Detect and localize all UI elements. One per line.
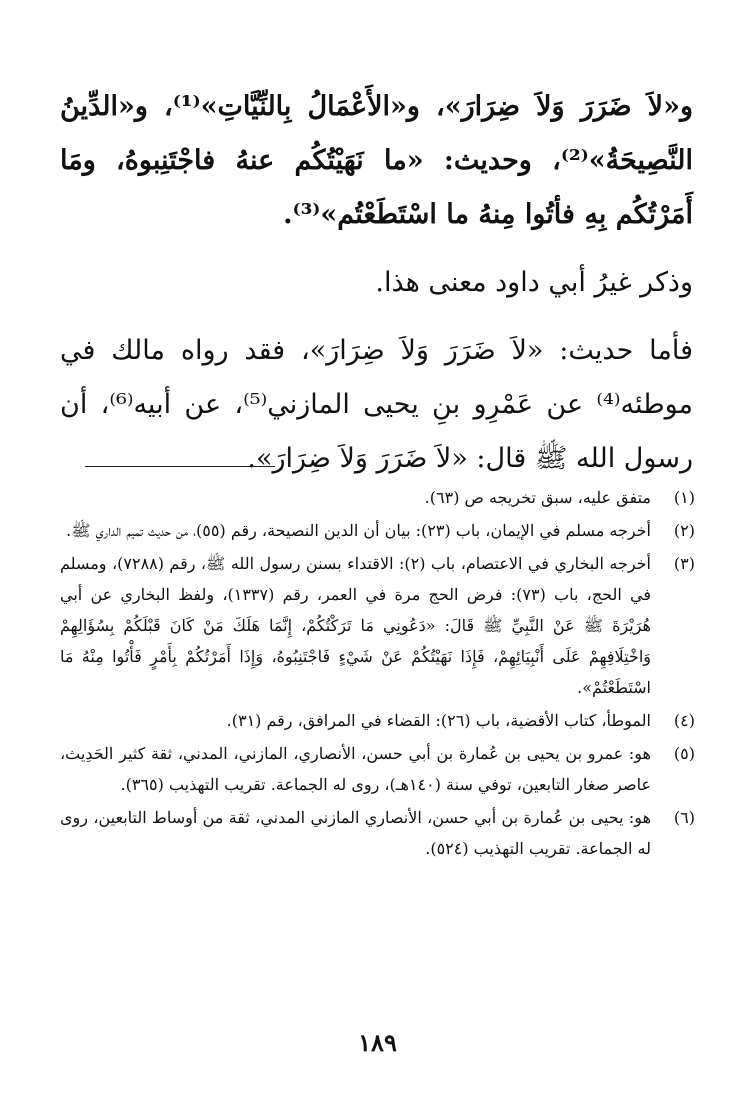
footnote <box>60 738 695 800</box>
footnote-text: أخرجه البخاري في الاعتصام، باب (٢): الاقتداء بسنن رسول الله ﷺ، رقم (٧٢٨٨)، ومسلم في الحج، باب (٧٣): فرض الحج مرة في العمر، رقم (١٣٣٧)، ولفظ البخاري عن أبي هُرَيْرَةَ ﷺ عَنْ النَّبِيِّ ﷺ قَالَ: «دَعُونِي مَا تَرَكْتُكُمْ، إِنَّمَا هَلَكَ مَنْ كَانَ قَبْلَكُمْ بِسُؤَالِهِمْ وَاخْتِلَافِهِمْ عَلَى أَنْبِيَائِهِمْ، فَإِذَا نَهَيْتُكُمْ عَنْ شَيْءٍ فَاجْتَنِبُوهُ، وَإِذَا أَمَرْتُكُمْ بِأَمْرٍ فَأْتُوا مِنْهُ مَا اسْتَطَعْتُمْ». <box>60 554 652 697</box>
paragraph-hadith-list: و«لاَ ضَرَرَ وَلاَ ضِرَارَ»، و«الأَعْمَالُ بِالنِّيَّاتِ»⁽¹⁾، و«الدِّينُ النَّصِيحَةُ»⁽²⁾، وحديث: «ما نَهَيْتُكُم عنهُ فاجْتَنِبوهُ، ومَا أَمَرْتُكُم بِهِ فأتُوا مِنهُ ما اسْتَطَعْتُم»⁽³⁾. <box>60 91 693 230</box>
paragraph-la-darar-hadith: فأما حديث: «لاَ ضَرَرَ وَلاَ ضِرَارَ»، فقد رواه مالك في موطئه⁽⁴⁾ عن عَمْرِو بنِ يحيى المازني⁽⁵⁾، عن أبيه⁽⁶⁾، أن رسول الله ﷺ قال: «لاَ ضَرَرَ وَلاَ ضِرَارَ». <box>60 335 694 474</box>
footnote-text: متفق عليه، سبق تخريجه ص (٦٣). <box>424 488 651 507</box>
page-number: ١٨٩ <box>358 1028 397 1057</box>
footnote-number: (٤) <box>673 711 695 730</box>
footnote-number: (١) <box>673 488 695 507</box>
footnote-number: (٦) <box>673 808 695 827</box>
footnote <box>60 515 695 546</box>
footnote <box>60 482 695 513</box>
footnote-number: (٣) <box>673 554 695 573</box>
footnote <box>60 548 695 703</box>
footnote-divider <box>85 466 275 467</box>
footnote-text: هو: عمرو بن يحيى بن عُمارة بن أبي حسن، الأنصاري، المازني، المدني، ثقة كثير الحَدِيث، عاصر صغار التابعين، توفي سنة (١٤٠هـ)، روى له الجماعة. تقريب التهذيب (٣٦٥). <box>60 744 651 794</box>
footnote <box>60 705 695 736</box>
footnote <box>60 802 695 864</box>
footnote-text: هو: يحيى بن عُمارة بن أبي حسن، الأنصاري المازني المدني، ثقة من أوساط التابعين، روى له الجماعة. تقريب التهذيب (٥٢٤). <box>60 808 651 858</box>
footnote-number: (٢) <box>673 521 695 540</box>
main-text <box>60 80 693 500</box>
footnote-text: أخرجه مسلم في الإيمان، باب (٢٣): بيان أن الدين النصيحة، رقم (٥٥)، من حديث تميم الداري ﷺ. <box>66 521 651 540</box>
paragraph-abu-dawud-note: وذكر غيرُ أبي داود معنى هذا. <box>375 267 693 298</box>
footnotes <box>60 482 695 866</box>
footnote-text: الموطأ، كتاب الأقضية، باب (٢٦): القضاء في المرافق، رقم (٣١). <box>226 711 651 730</box>
footnote-number: (٥) <box>673 744 695 763</box>
